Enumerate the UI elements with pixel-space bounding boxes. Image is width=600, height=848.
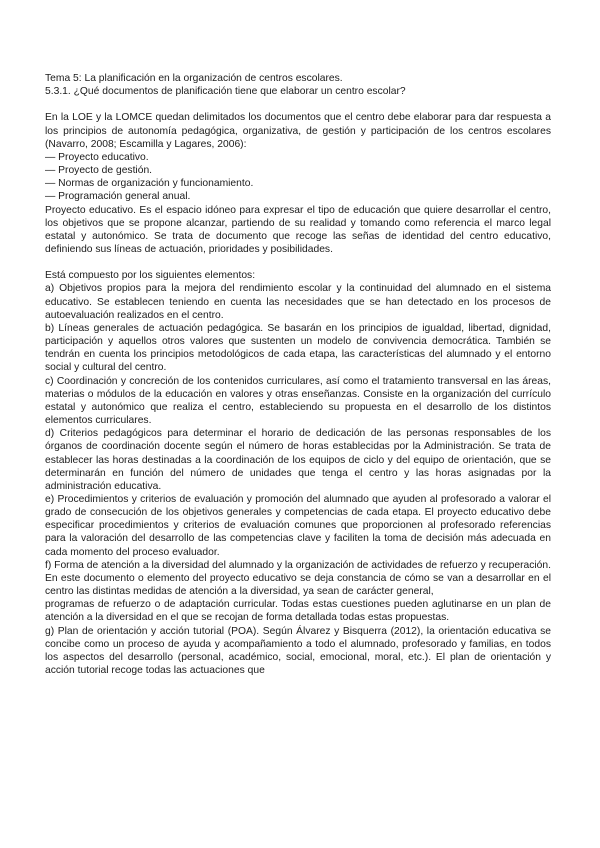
element-f-continuation: programas de refuerzo o de adaptación curricular. Todas estas cuestiones pueden aglutinarse en un plan de atención a la diversidad en el que se recojan de forma detallada todas estas propuestas. — [45, 599, 551, 624]
list-item-proyecto-educativo: — Proyecto educativo. — [45, 151, 149, 163]
element-g-paragraph: g) Plan de orientación y acción tutorial (POA). Según Álvarez y Bisquerra (2012), la orientación educativa se concibe como un proceso de ayuda y acompañamiento a todo el alumnado, profesorado y familias, en todos los aspectos del desarrollo (personal, académico, social, emocional, moral, etc.). El plan de orientación y acción tutorial recoge todas las actuaciones que — [45, 625, 551, 676]
elements-intro: Está compuesto por los siguientes elementos: — [45, 270, 256, 282]
list-item-normas: — Normas de organización y funcionamiento. — [45, 178, 254, 190]
element-b-paragraph: b) Líneas generales de actuación pedagógica. Se basarán en los principios de igualdad, libertad, dignidad, participación y aquellos otros valores que sustenten un modelo de convivencia democrática. También se tendrán en cuenta los principios metodológicos de cada etapa, las características del alumnado y el entorno social y cultural del centro. — [45, 322, 551, 374]
intro-paragraph: En la LOE y la LOMCE quedan delimitados los documentos que el centro debe elaborar para dar respuesta a los principios de autonomía pedagógica, organizativa, de gestión y participación de los centros escolares (Navarro, 2008; Escamilla y Lagares, 2006): — [45, 112, 551, 150]
element-d-paragraph: d) Criterios pedagógicos para determinar el horario de dedicación de las personas responsables de los órganos de coordinación docente según el número de horas establecidas por la Administración. Se trata de establecer las horas destinadas a la coordinación de los equipos de ciclo y del equipo de orientación, que se determinarán en función del número de unidades que tenga el centro y las horas asignadas por la administración educativa. — [45, 428, 551, 492]
section-subtitle: 5.3.1. ¿Qué documentos de planificación tiene que elaborar un centro escolar? — [45, 86, 406, 98]
element-e-paragraph: e) Procedimientos y criterios de evaluación y promoción del alumnado que ayuden al profesorado a valorar el grado de consecución de los objetivos generales y competencias de cada etapa. El proyecto educativo debe especificar procedimientos y criterios de evaluación comunes que proporcionen al profesorado referencias para la valoración del desarrollo de las competencias clave y faciliten la toma de decisión más adecuada en cada momento del proceso evaluador. — [45, 493, 551, 558]
element-a-paragraph: a) Objetivos propios para la mejora del rendimiento escolar y la continuidad del alumnado en el sistema educativo. Se establecen teniendo en cuenta las necesidades que se han detectado en los procesos de autoevaluación realizados en el centro. — [45, 283, 551, 321]
spacer — [45, 98, 551, 111]
element-c-paragraph: c) Coordinación y concreción de los contenidos curriculares, así como el tratamiento transversal en las áreas, materias o módulos de la educación en valores y otras enseñanzas. Consiste en la organización del currículo estatal y autonómico que realiza el centro, estableciendo su propuesta en el desarrollo de los distintos elementos curriculares. — [45, 375, 551, 427]
list-item-programacion: — Programación general anual. — [45, 191, 191, 203]
element-f-paragraph: f) Forma de atención a la diversidad del alumnado y la organización de actividades de refuerzo y recuperación. En este documento o elemento del proyecto educativo se deja constancia de cómo se van a desarrollar en el centro las distintas medidas de atención a la diversidad, ya sean de carácter general, — [45, 559, 551, 598]
list-item-proyecto-gestion: — Proyecto de gestión. — [45, 165, 153, 177]
document-title: Tema 5: La planificación en la organización de centros escolares. — [45, 73, 343, 84]
spacer — [45, 256, 551, 269]
proyecto-definition-paragraph: Proyecto educativo. Es el espacio idóneo para expresar el tipo de educación que quiere desarrollar el centro, los objetivos que se propone alcanzar, partiendo de su realidad y tomando como referencia el marco legal estatal y autonómico. Se trata de documento que recoge las señas de identidad del centro educativo, definiendo sus líneas de actuación, prioridades y posibilidades. — [45, 204, 551, 256]
document-page — [45, 72, 551, 677]
